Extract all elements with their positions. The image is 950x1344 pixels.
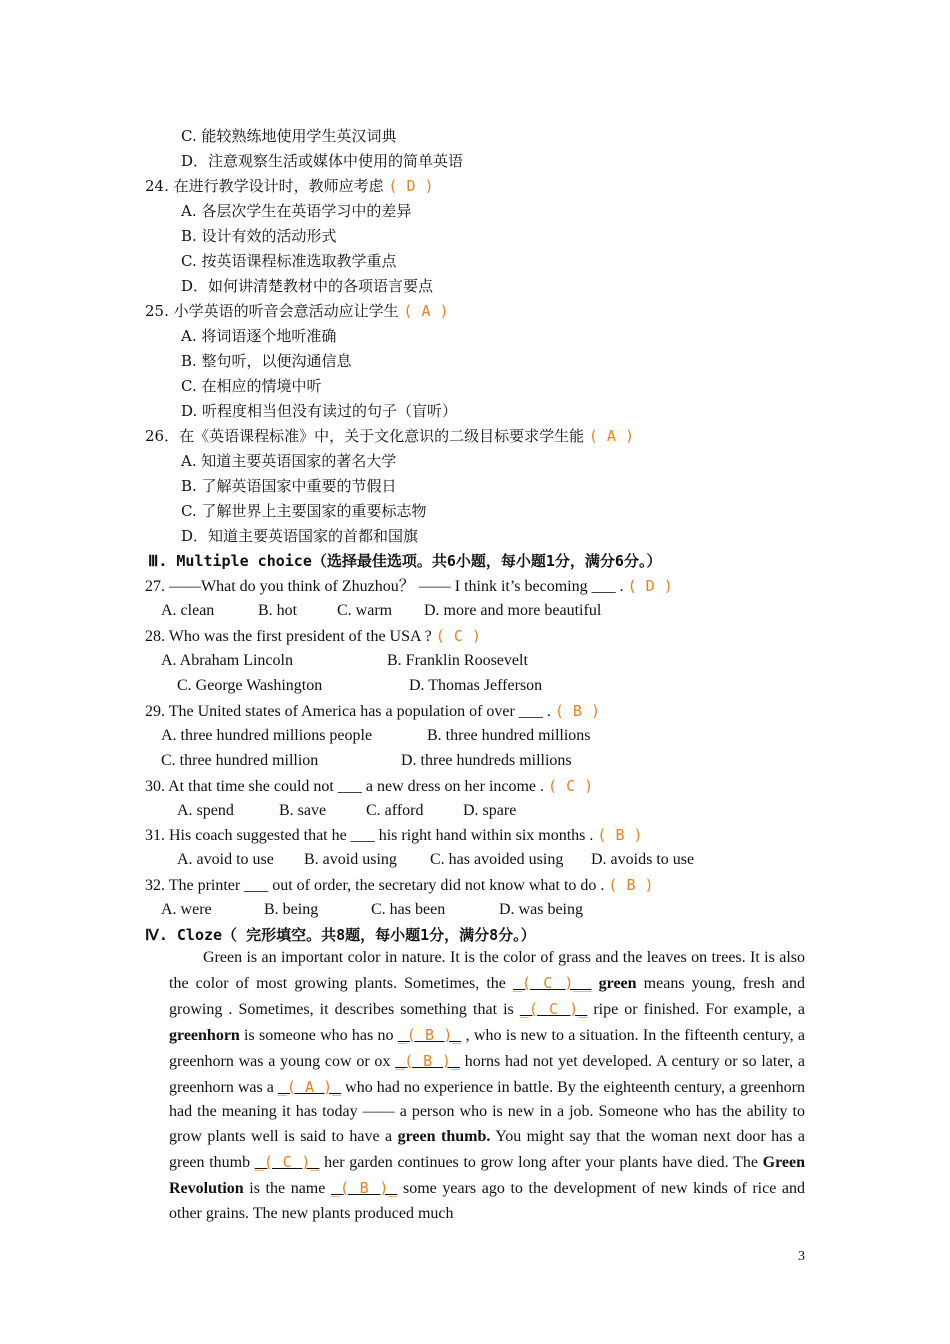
cloze-passage: Green is an important color in nature. It is the color of grass and the leaves on trees. It is also the color of most growing plants. Sometimes, the _( C )__ green means young, fresh and growing . Sometimes, it describes something that is _( C )_ ripe or finished. For example, a greenhorn is someone who has no _( B )_ , who is new to a situation. In the fifteenth century, a greenhorn was a young cow or ox _( B )_ horns had not yet developed. A century or so later, a greenhorn was a _( A )_ who had no experience in battle. By the eighteenth century, a greenhorn had the meaning it has today —— a person who is new in a job. Someone who has the ability to grow plants well is said to have a green thumb. You might say that the woman next door has a green thumb _( C )_ her garden continues to grow long after your plants have died. The Green Revolution is the name _( B )_ some years ago to the development of new kinds of rice and other grains. The new plants produced much [169, 949, 806, 1223]
q29-question: 29. The United states of America has a population of over ___ . ( B ) [145, 702, 600, 720]
q25-question: 25. 小学英语的听音会意活动应让学生 ( A ) [145, 302, 449, 320]
section-4-heading: Ⅳ. Cloze（ 完形填空。共8题，每小题1分，满分8分。） [145, 926, 536, 944]
q30-option-b: B. save [279, 802, 327, 819]
q23-option-d: D．注意观察生活或媒体中使用的简单英语 [181, 152, 464, 170]
q27-option-a: A. clean [161, 602, 215, 619]
q28-option-a: A. Abraham Lincoln [161, 652, 293, 669]
q26-answer: ( A ) [588, 427, 635, 445]
cloze-blank-2: _( C )_ [519, 999, 588, 1018]
q26-option-a: A. 知道主要英语国家的著名大学 [181, 452, 397, 470]
q31-option-c: C. has avoided using [430, 851, 564, 868]
q28-answer: ( C ) [435, 627, 481, 645]
keyword-green: green [598, 974, 637, 992]
q23-option-c: C. 能较熟练地使用学生英汉词典 [181, 127, 397, 145]
keyword-green-revolution: Green Revolution [169, 1154, 806, 1198]
q24-answer: ( D ) [388, 177, 434, 195]
q32-question: 32. The printer ___ out of order, the secretary did not know what to do . ( B ) [145, 876, 654, 894]
q32-option-a: A. were [161, 901, 212, 918]
q31-option-d: D. avoids to use [591, 851, 695, 868]
q30-option-a: A. spend [177, 802, 234, 819]
q30-answer: ( C ) [548, 777, 594, 795]
q25-option-d: D. 听程度相当但没有读过的句子（盲听） [181, 402, 458, 420]
q26-option-c: C. 了解世界上主要国家的重要标志物 [181, 502, 427, 520]
q27-answer: ( D ) [627, 577, 673, 595]
q29-option-d: D. three hundreds millions [401, 752, 572, 769]
page-number: 3 [798, 1249, 805, 1264]
q25-option-c: C. 在相应的情境中听 [181, 377, 322, 395]
q24-question: 24. 在进行教学设计时，教师应考虑 ( D ) [145, 177, 434, 195]
cloze-blank-1: _( C )__ [513, 973, 592, 992]
q31-option-b: B. avoid using [304, 851, 397, 868]
q25-option-a: A. 将词语逐个地听准确 [181, 327, 337, 345]
q30-option-c: C. afford [366, 802, 424, 819]
keyword-greenhorn: greenhorn [169, 1026, 240, 1044]
q27-option-c: C. warm [337, 602, 393, 619]
q29-answer: ( B ) [554, 702, 600, 720]
cloze-blank-3: _( B )_ [397, 1025, 462, 1044]
q25-answer: ( A ) [403, 302, 449, 320]
q30-option-d: D. spare [463, 802, 517, 819]
q24-option-d: D．如何讲清楚教材中的各项语言要点 [181, 277, 434, 295]
q29-option-a: A. three hundred millions people [161, 727, 373, 744]
cloze-blank-7: _( B )_ [330, 1179, 398, 1198]
q24-option-b: B. 设计有效的活动形式 [181, 227, 337, 245]
q29-option-c: C. three hundred million [161, 752, 319, 769]
q28-question: 28. Who was the first president of the USA ? ( C ) [145, 627, 481, 645]
q26-option-d: D．知道主要英语国家的首都和国旗 [181, 527, 419, 545]
q29-option-b: B. three hundred millions [427, 727, 591, 744]
q32-option-c: C. has been [371, 901, 446, 918]
q27-question: 27. ——What do you think of Zhuzhou？ —— I think it’s becoming ___ . ( D ) [145, 577, 673, 595]
q28-option-d: D. Thomas Jefferson [409, 677, 543, 694]
q24-option-c: C. 按英语课程标准选取教学重点 [181, 252, 397, 270]
cloze-blank-6: _( C )_ [254, 1153, 320, 1172]
keyword-green-thumb: green thumb. [397, 1128, 491, 1146]
cloze-blank-5: _( A )_ [277, 1077, 342, 1096]
q31-question: 31. His coach suggested that he ___ his right hand within six months . ( B ) [145, 826, 643, 844]
q30-question: 30. At that time she could not ___ a new dress on her income . ( C ) [145, 777, 594, 795]
q27-option-b: B. hot [258, 602, 298, 619]
q26-question: 26．在《英语课程标准》中，关于文化意识的二级目标要求学生能 ( A ) [145, 427, 635, 445]
q28-option-c: C. George Washington [177, 677, 323, 694]
q25-option-b: B. 整句听，以便沟通信息 [181, 352, 352, 370]
q32-option-d: D. was being [499, 901, 583, 918]
q27-option-d: D. more and more beautiful [424, 602, 602, 619]
q31-answer: ( B ) [597, 826, 643, 844]
q31-option-a: A. avoid to use [177, 851, 274, 868]
cloze-blank-4: _( B )_ [395, 1051, 460, 1070]
section-3-heading: Ⅲ. Multiple choice（选择最佳选项。共6小题，每小题1分，满分6分。） [148, 552, 662, 570]
q32-answer: ( B ) [608, 876, 654, 894]
q24-option-a: A. 各层次学生在英语学习中的差异 [181, 202, 412, 220]
q32-option-b: B. being [264, 901, 319, 918]
q26-option-b: B. 了解英语国家中重要的节假日 [181, 477, 397, 495]
q28-option-b: B. Franklin Roosevelt [387, 652, 528, 669]
